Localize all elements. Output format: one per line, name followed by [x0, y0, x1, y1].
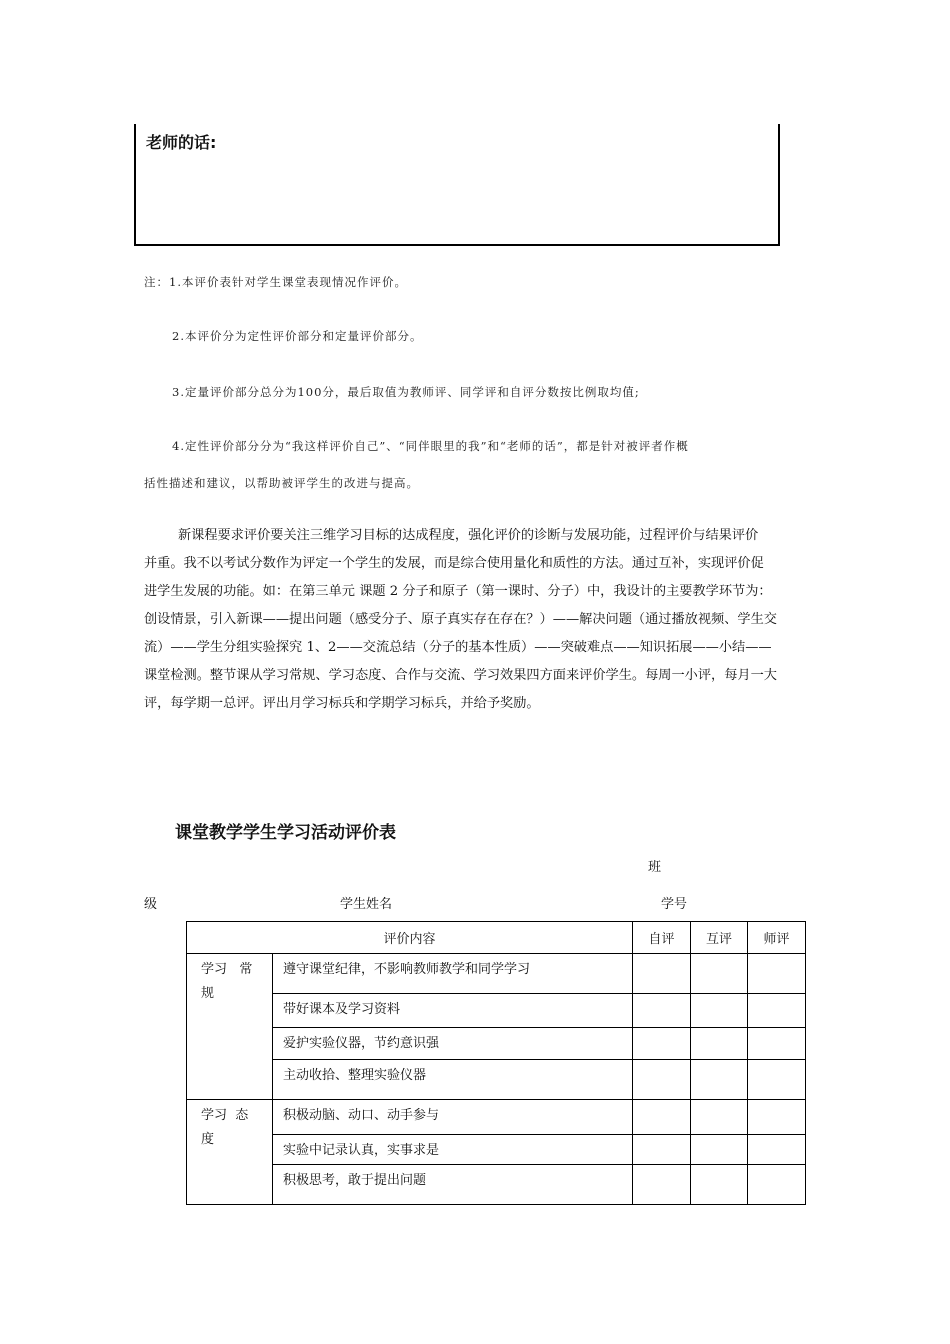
note-line-1: 注：1.本评价表针对学生课堂表现情况作评价。 [144, 275, 407, 289]
category-label: 学习 态 [201, 1108, 249, 1123]
paragraph-line: 流）——学生分组实验探究 1、2——交流总结（分子的基本性质）——突破难点——知识拓展——小结—— [144, 640, 772, 655]
paragraph-line: 课堂检测。整节课从学习常规、学习态度、合作与交流、学习效果四方面来评价学生。每周一小评，每月一大 [144, 668, 777, 683]
paragraph-line: 进学生发展的功能。如：在第三单元 课题 2 分子和原子（第一课时、分子）中，我设计的主要教学环节为： [144, 584, 772, 599]
table-row [187, 1135, 806, 1165]
teacher-comment-title: 老师的话: [146, 133, 217, 152]
header-peer: 互评 [691, 922, 748, 954]
peer-score-cell[interactable] [691, 1028, 748, 1060]
self-score-cell[interactable] [633, 1060, 691, 1100]
category-label: 度 [201, 1132, 215, 1147]
item-cell: 遵守课堂纪律，不影响教师教学和同学学习 [273, 954, 633, 994]
self-score-cell[interactable] [633, 1135, 691, 1165]
class-label-ji: 级 [144, 897, 158, 912]
item-cell: 带好课本及学习资料 [273, 994, 633, 1028]
item-cell: 实验中记录认真，实事求是 [273, 1135, 633, 1165]
category-label: 规 [201, 986, 215, 1001]
header-content: 评价内容 [187, 922, 633, 954]
student-name-label: 学生姓名 [340, 897, 393, 912]
self-score-cell[interactable] [633, 1165, 691, 1205]
body-paragraph [144, 522, 812, 718]
table-row [187, 1100, 806, 1135]
self-score-cell[interactable] [633, 1028, 691, 1060]
self-score-cell[interactable] [633, 994, 691, 1028]
category-label: 学习 常 [201, 962, 253, 977]
paragraph-line: 创设情景，引入新课——提出问题（感受分子、原子真实存在存在？）——解决问题（通过播放视频、学生交 [144, 612, 777, 627]
note-line-3: 3.定量评价部分总分为100分，最后取值为教师评、同学评和自评分数按比例取均值; [172, 385, 640, 399]
table-row [187, 1060, 806, 1100]
category-cell [187, 954, 273, 1100]
note-line-5: 括性描述和建议，以帮助被评学生的改进与提高。 [144, 476, 419, 490]
table-title: 课堂教学学生学习活动评价表 [175, 823, 396, 843]
class-label-ban: 班 [648, 860, 662, 875]
self-score-cell[interactable] [633, 1100, 691, 1135]
header-self: 自评 [633, 922, 691, 954]
teacher-score-cell[interactable] [748, 1100, 806, 1135]
teacher-score-cell[interactable] [748, 994, 806, 1028]
student-number-label: 学号 [661, 897, 688, 912]
paragraph-line: 评，每学期一总评。评出月学习标兵和学期学习标兵，并给予奖励。 [144, 696, 540, 711]
peer-score-cell[interactable] [691, 954, 748, 994]
teacher-score-cell[interactable] [748, 1060, 806, 1100]
category-cell [187, 1100, 273, 1205]
teacher-score-cell[interactable] [748, 954, 806, 994]
table-header-row [187, 922, 806, 954]
peer-score-cell[interactable] [691, 1165, 748, 1205]
teacher-comment-box [134, 124, 780, 246]
paragraph-line: 并重。我不以考试分数作为评定一个学生的发展，而是综合使用量化和质性的方法。通过互补，实现评价促 [144, 556, 764, 571]
table-row [187, 954, 806, 994]
peer-score-cell[interactable] [691, 1060, 748, 1100]
evaluation-table [186, 921, 806, 1205]
table-row [187, 1165, 806, 1205]
header-teacher: 师评 [748, 922, 806, 954]
self-score-cell[interactable] [633, 954, 691, 994]
teacher-score-cell[interactable] [748, 1165, 806, 1205]
item-cell: 爱护实验仪器，节约意识强 [273, 1028, 633, 1060]
table-row [187, 994, 806, 1028]
teacher-score-cell[interactable] [748, 1135, 806, 1165]
teacher-score-cell[interactable] [748, 1028, 806, 1060]
item-cell: 主动收拾、整理实验仪器 [273, 1060, 633, 1100]
note-line-4: 4.定性评价部分分为“我这样评价自己”、“同伴眼里的我”和“老师的话”，都是针对被评者作概 [172, 439, 689, 453]
note-line-2: 2.本评价分为定性评价部分和定量评价部分。 [172, 329, 423, 343]
peer-score-cell[interactable] [691, 1135, 748, 1165]
peer-score-cell[interactable] [691, 994, 748, 1028]
peer-score-cell[interactable] [691, 1100, 748, 1135]
paragraph-line: 新课程要求评价要关注三维学习目标的达成程度，强化评价的诊断与发展功能，过程评价与结果评价 [178, 528, 759, 543]
item-cell: 积极动脑、动口、动手参与 [273, 1100, 633, 1135]
table-row [187, 1028, 806, 1060]
item-cell: 积极思考，敢于提出问题 [273, 1165, 633, 1205]
